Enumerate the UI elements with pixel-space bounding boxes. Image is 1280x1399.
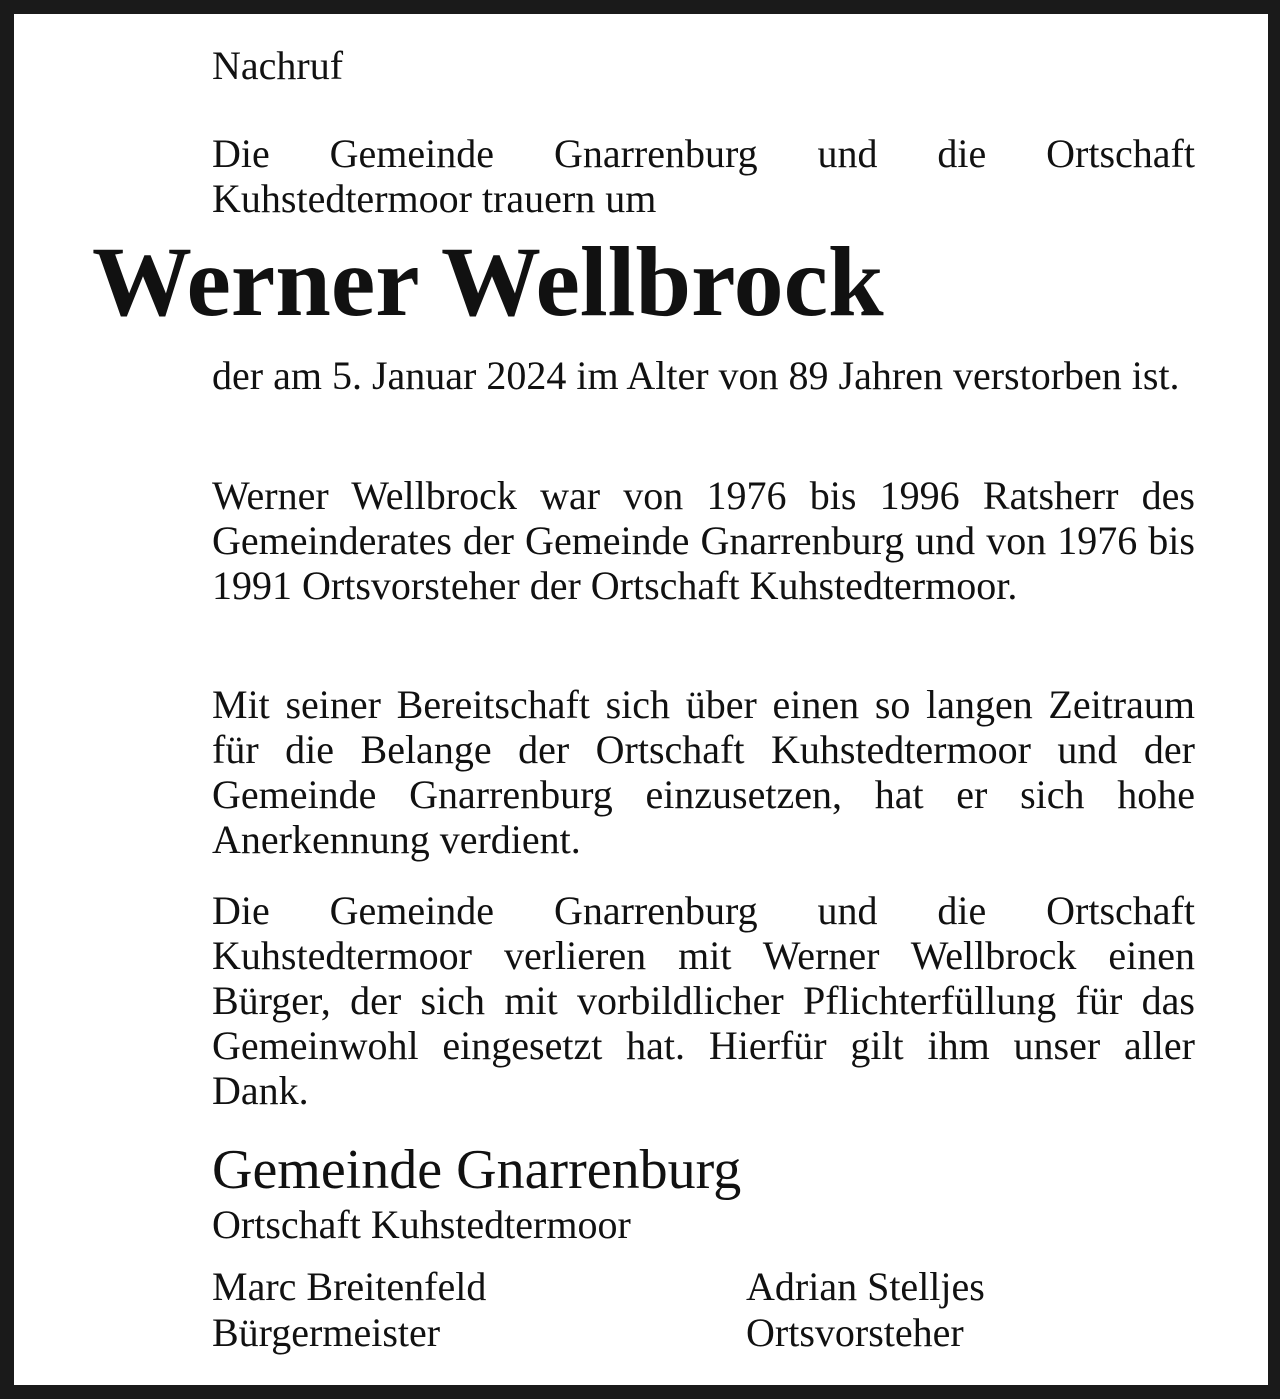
- signer-name: Marc Breitenfeld: [212, 1264, 487, 1309]
- intro-paragraph: Die Gemeinde Gnarrenburg und die Ortschaft Kuhstedtermoor trauern um: [212, 131, 1195, 221]
- signer-local-chief: [746, 1264, 985, 1356]
- gratitude-paragraph: Die Gemeinde Gnarrenburg und die Ortschaft Kuhstedtermoor verlieren mit Werner Wellbrock einen Bürger, der sich mit vorbildlicher Pflichterfüllung für das Gemeinwohl eingesetzt hat. Hierfür gilt ihm unser aller Dank.: [212, 888, 1195, 1113]
- deceased-name: Werner Wellbrock: [92, 226, 884, 337]
- signature-suborganization: Ortschaft Kuhstedtermoor: [212, 1202, 631, 1247]
- tribute-paragraph: Mit seiner Bereitschaft sich über einen so langen Zeitraum für die Belange der Ortschaft Kuhstedtermoor und der Gemeinde Gnarrenburg einzusetzen, hat er sich hohe Anerkennung verdient.: [212, 682, 1195, 862]
- career-paragraph: Werner Wellbrock war von 1976 bis 1996 Ratsherr des Gemeinderates der Gemeinde Gnarrenburg und von 1976 bis 1991 Ortsvorsteher der Ortschaft Kuhstedtermoor.: [212, 473, 1195, 608]
- notice-label: Nachruf: [212, 43, 344, 88]
- signer-mayor: [212, 1264, 486, 1356]
- signature-organization: Gemeinde Gnarrenburg: [212, 1139, 742, 1201]
- signer-name: Adrian Stelljes: [746, 1264, 985, 1309]
- signer-title: Bürgermeister: [212, 1310, 441, 1355]
- signer-title: Ortsvorsteher: [746, 1310, 964, 1355]
- death-info-paragraph: der am 5. Januar 2024 im Alter von 89 Jahren verstorben ist.: [212, 353, 1180, 398]
